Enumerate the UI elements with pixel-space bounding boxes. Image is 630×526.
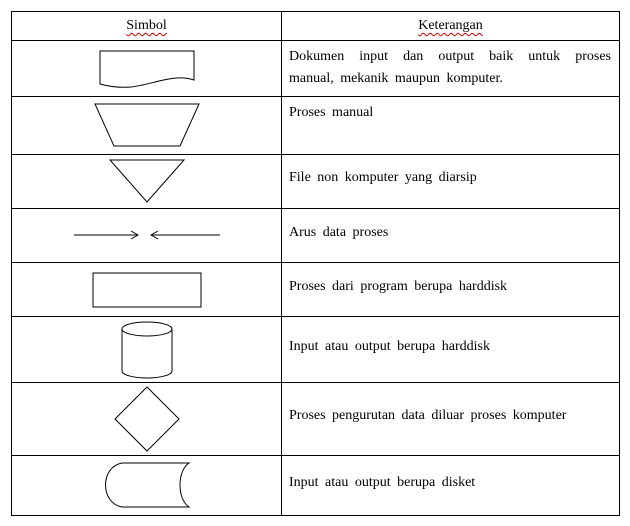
description-text: Proses pengurutan data diluar proses komputer xyxy=(289,408,567,424)
table-row xyxy=(12,317,620,383)
description-text: File non komputer yang diarsip xyxy=(289,170,477,186)
description-text: Proses dari program berupa harddisk xyxy=(289,278,508,294)
description-cell xyxy=(282,41,620,97)
table-row xyxy=(12,97,620,154)
table-row xyxy=(12,208,620,262)
table-row xyxy=(12,455,620,515)
table-row xyxy=(12,262,620,316)
description-cell xyxy=(282,208,620,262)
description-cell xyxy=(282,455,620,515)
description-text-line-1: Dokumen input dan output baik untuk proses xyxy=(289,49,611,65)
symbol-cell xyxy=(12,154,282,208)
description-text: Input atau output berupa harddisk xyxy=(289,338,490,354)
magnetic-disk-icon xyxy=(121,321,173,379)
symbol-cell xyxy=(12,317,282,383)
symbol-cell xyxy=(12,383,282,455)
symbol-cell xyxy=(12,97,282,154)
table-row xyxy=(12,41,620,97)
table-row xyxy=(12,154,620,208)
description-cell xyxy=(282,262,620,316)
description-cell xyxy=(282,383,620,455)
symbol-cell xyxy=(12,41,282,97)
table-header-row xyxy=(12,12,620,41)
description-text: Arus data proses xyxy=(289,224,389,240)
description-text-line-2: manual, mekanik maupun komputer. xyxy=(289,70,503,86)
description-cell xyxy=(282,317,620,383)
description-cell xyxy=(282,154,620,208)
description-text: Input atau output berupa disket xyxy=(289,474,476,490)
decision-icon xyxy=(114,386,180,452)
process-icon xyxy=(92,272,202,308)
symbol-cell xyxy=(12,455,282,515)
offline-storage-icon xyxy=(109,159,185,203)
flow-arrows-icon xyxy=(73,229,221,241)
symbol-cell xyxy=(12,208,282,262)
header-symbol: Simbol xyxy=(12,12,282,41)
description-text: Proses manual xyxy=(289,105,374,121)
manual-operation-icon xyxy=(94,103,200,147)
diskette-icon xyxy=(104,462,190,508)
document-icon xyxy=(99,50,195,88)
header-description: Keterangan xyxy=(282,12,620,41)
symbol-cell xyxy=(12,262,282,316)
description-cell xyxy=(282,97,620,154)
symbol-table xyxy=(11,11,620,516)
table-row xyxy=(12,383,620,455)
